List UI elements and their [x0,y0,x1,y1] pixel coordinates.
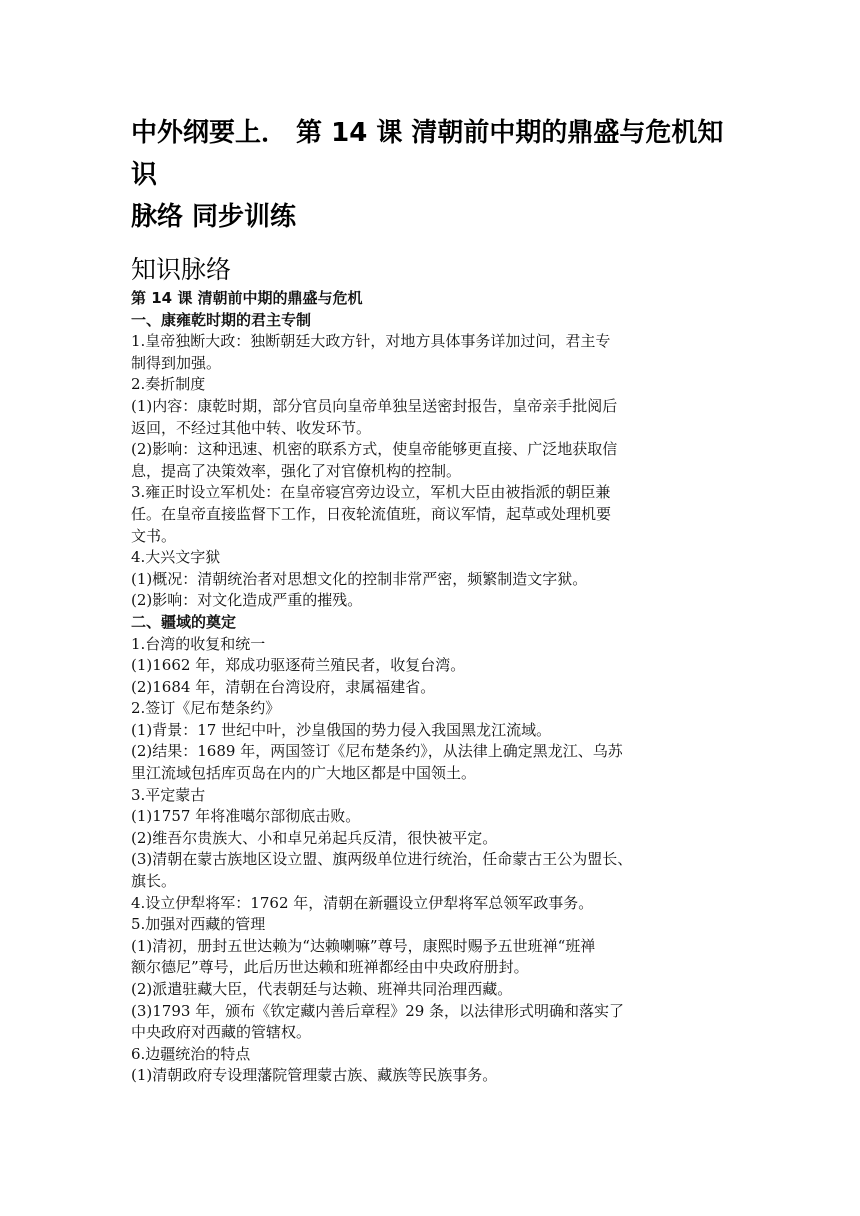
text-line: (3)清朝在蒙古族地区设立盟、旗两级单位进行统治，任命蒙古王公为盟长、 [131,850,633,869]
text-line: 2.奏折制度 [131,375,206,394]
text-line: (1)清初，册封五世达赖为“达赖喇嘛”尊号，康熙时赐予五世班禅“班禅 [131,936,596,955]
text-line: 中央政府对西藏的管辖权。 [131,1023,312,1042]
text-line: 1.台湾的收复和统一 [131,634,266,653]
text-line: (1)1662 年，郑成功驱逐荷兰殖民者，收复台湾。 [131,656,466,675]
text-line: (1)背景：17 世纪中叶，沙皇俄国的势力侵入我国黑龙江流域。 [131,720,552,739]
text-line: (1)清朝政府专设理藩院管理蒙古族、藏族等民族事务。 [131,1066,498,1085]
text-line: (2)1684 年，清朝在台湾设府，隶属福建省。 [131,677,436,696]
text-line: (1)1757 年将准噶尔部彻底击败。 [131,807,361,826]
text-line: 2.签订《尼布楚条约》 [131,699,281,718]
heading-line: 二、疆域的奠定 [131,612,237,631]
text-line: 旗长。 [131,872,177,891]
section-heading: 知识脉络 [131,255,232,284]
heading-line: 一、康雍乾时期的君主专制 [131,310,312,329]
text-line: (2)维吾尔贵族大、小和卓兄弟起兵反清，很快被平定。 [131,828,498,847]
text-line: 3.雍正时设立军机处：在皇帝寝宫旁边设立，军机大臣由被指派的朝臣兼 [131,483,611,502]
text-line: (2)结果：1689 年，两国签订《尼布楚条约》，从法律上确定黑龙江、乌苏 [131,742,623,761]
text-line: 里江流域包括库页岛在内的广大地区都是中国领土。 [131,764,477,783]
title-line-1: 中外纲要上． 第 14 课 清朝前中期的鼎盛与危机知识 [131,118,724,190]
document-title [131,112,742,238]
text-line: (1)内容：康乾时期，部分官员向皇帝单独呈送密封报告，皇帝亲手批阅后 [131,396,618,415]
text-line: 额尔德尼”尊号，此后历世达赖和班禅都经由中央政府册封。 [131,958,529,977]
text-line: 任。在皇帝直接监督下工作，日夜轮流值班，商议军情，起草或处理机要 [131,504,612,523]
text-line: 5.加强对西藏的管理 [131,915,266,934]
text-line: (3)1793 年，颁布《钦定藏内善后章程》29 条，以法律形式明确和落实了 [131,1001,625,1020]
text-line: 6.边疆统治的特点 [131,1044,251,1063]
text-line: 返回，不经过其他中转、收发环节。 [131,418,372,437]
text-line: (2)影响：这种迅速、机密的联系方式，使皇帝能够更直接、广泛地获取信 [131,440,618,459]
text-line: (1)概况：清朝统治者对思想文化的控制非常严密，频繁制造文字狱。 [131,569,588,588]
text-line: (2)派遣驻藏大臣，代表朝廷与达赖、班禅共同治理西藏。 [131,980,513,998]
text-line: 3.平定蒙古 [131,785,206,804]
text-line: 4.大兴文字狱 [131,548,221,567]
text-line: 制得到加强。 [131,353,222,372]
document-body [131,288,742,1087]
text-line: 1.皇帝独断大政：独断朝廷大政方针，对地方具体事务详加过问，君主专 [131,332,611,351]
text-line: 文书。 [131,526,177,545]
text-line: 息，提高了决策效率，强化了对官僚机构的控制。 [131,461,462,480]
heading-line: 第 14 课 清朝前中期的鼎盛与危机 [131,289,363,307]
title-line-2: 脉络 同步训练 [131,202,297,232]
text-line: 4.设立伊犁将军：1762 年，清朝在新疆设立伊犁将军总领军政事务。 [131,893,594,912]
text-line: (2)影响：对文化造成严重的摧残。 [131,591,363,610]
